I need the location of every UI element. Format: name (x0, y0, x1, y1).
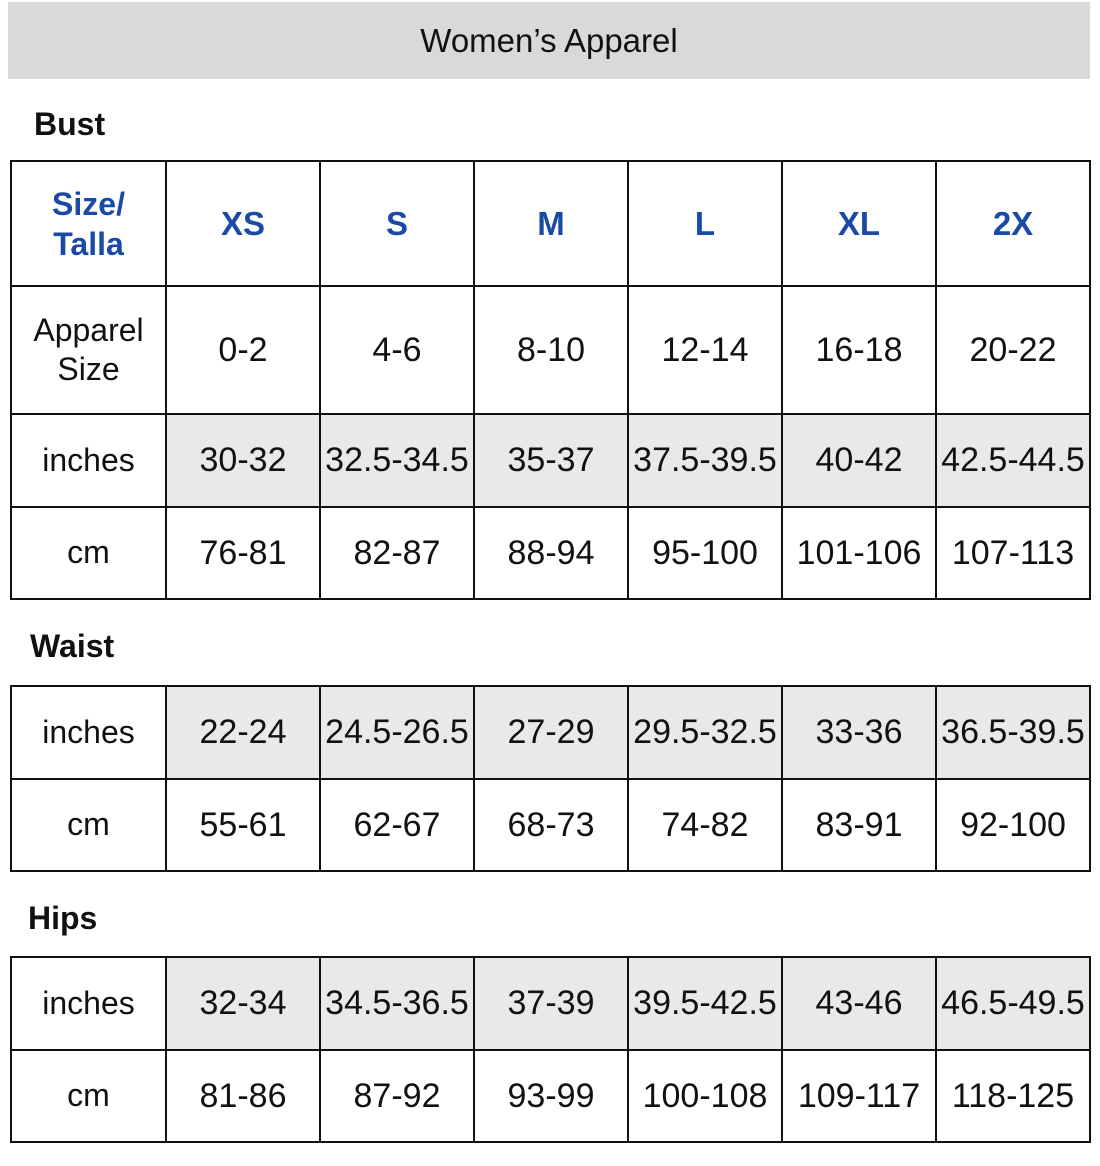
size-header-cell: XL (782, 161, 936, 286)
apparel-size-row (11, 286, 1090, 414)
waist-inches-cell: 36.5-39.5 (936, 686, 1090, 779)
waist-cm-cell: 62-67 (320, 779, 474, 871)
bust-cm-cell: 107-113 (936, 507, 1090, 599)
bust-inches-row (11, 414, 1090, 507)
hips-table (10, 956, 1091, 1143)
waist-inches-cell: 22-24 (166, 686, 320, 779)
waist-cm-cell: 92-100 (936, 779, 1090, 871)
waist-inches-cell: 29.5-32.5 (628, 686, 782, 779)
hips-cm-cell: 109-117 (782, 1050, 936, 1142)
apparel-size-cell: 4-6 (320, 286, 474, 414)
waist-cm-cell: 55-61 (166, 779, 320, 871)
size-header-cell: L (628, 161, 782, 286)
apparel-label-line1: Apparel (33, 311, 144, 348)
apparel-size-cell: 12-14 (628, 286, 782, 414)
hips-inches-cell: 37-39 (474, 957, 628, 1050)
bust-inches-cell: 40-42 (782, 414, 936, 507)
cm-label: cm (11, 507, 166, 599)
hips-cm-cell: 93-99 (474, 1050, 628, 1142)
apparel-size-cell: 20-22 (936, 286, 1090, 414)
size-label-line1: Size/ (52, 185, 125, 222)
inches-label: inches (11, 957, 166, 1050)
hips-inches-cell: 39.5-42.5 (628, 957, 782, 1050)
hips-section-title: Hips (28, 900, 98, 936)
size-header-row (11, 161, 1090, 286)
hips-cm-cell: 81-86 (166, 1050, 320, 1142)
waist-cm-cell: 83-91 (782, 779, 936, 871)
hips-inches-row (11, 957, 1090, 1050)
waist-inches-cell: 33-36 (782, 686, 936, 779)
size-header-cell: XS (166, 161, 320, 286)
bust-inches-cell: 37.5-39.5 (628, 414, 782, 507)
hips-inches-cell: 43-46 (782, 957, 936, 1050)
bust-cm-cell: 101-106 (782, 507, 936, 599)
hips-cm-row (11, 1050, 1090, 1142)
size-header-cell: M (474, 161, 628, 286)
size-talla-label (11, 161, 166, 286)
inches-label: inches (11, 686, 166, 779)
waist-section-title: Waist (30, 628, 115, 664)
waist-table (10, 685, 1091, 872)
apparel-size-cell: 0-2 (166, 286, 320, 414)
hips-cm-cell: 87-92 (320, 1050, 474, 1142)
apparel-label-line2: Size (57, 351, 120, 387)
bust-inches-cell: 30-32 (166, 414, 320, 507)
hips-inches-cell: 32-34 (166, 957, 320, 1050)
bust-inches-cell: 42.5-44.5 (936, 414, 1090, 507)
apparel-size-label (11, 286, 166, 414)
chart-title: Women’s Apparel (420, 21, 678, 59)
bust-cm-cell: 95-100 (628, 507, 782, 599)
waist-cm-cell: 68-73 (474, 779, 628, 871)
bust-cm-cell: 76-81 (166, 507, 320, 599)
waist-inches-cell: 27-29 (474, 686, 628, 779)
bust-inches-cell: 32.5-34.5 (320, 414, 474, 507)
hips-inches-cell: 46.5-49.5 (936, 957, 1090, 1050)
apparel-size-cell: 8-10 (474, 286, 628, 414)
hips-cm-cell: 118-125 (936, 1050, 1090, 1142)
inches-label: inches (11, 414, 166, 507)
bust-cm-cell: 82-87 (320, 507, 474, 599)
bust-cm-row (11, 507, 1090, 599)
size-label-line2: Talla (53, 225, 124, 262)
size-header-cell: 2X (936, 161, 1090, 286)
bust-inches-cell: 35-37 (474, 414, 628, 507)
bust-cm-cell: 88-94 (474, 507, 628, 599)
hips-cm-cell: 100-108 (628, 1050, 782, 1142)
bust-table (10, 160, 1091, 600)
apparel-size-cell: 16-18 (782, 286, 936, 414)
bust-section-title: Bust (34, 106, 106, 142)
waist-cm-row (11, 779, 1090, 871)
cm-label: cm (11, 1050, 166, 1142)
waist-inches-cell: 24.5-26.5 (320, 686, 474, 779)
waist-inches-row (11, 686, 1090, 779)
waist-cm-cell: 74-82 (628, 779, 782, 871)
size-header-cell: S (320, 161, 474, 286)
chart-title-bar (8, 2, 1090, 79)
cm-label: cm (11, 779, 166, 871)
hips-inches-cell: 34.5-36.5 (320, 957, 474, 1050)
